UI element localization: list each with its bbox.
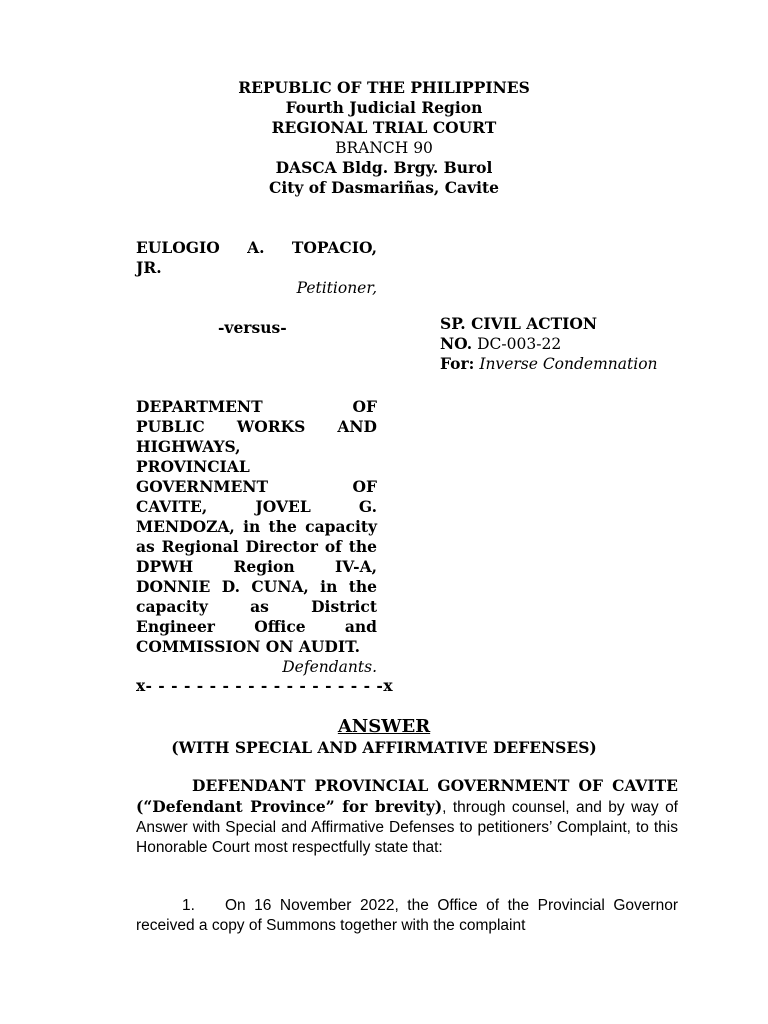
defendant-line: DPWH Region IV-A, bbox=[136, 557, 377, 576]
document-subtitle: (WITH SPECIAL AND AFFIRMATIVE DEFENSES) bbox=[171, 738, 597, 757]
paragraph-1-text: On 16 November 2022, the Office of the Provincial Governor received a copy of Summons together with the complaint bbox=[136, 897, 678, 934]
defendant-line: Engineer Office and bbox=[136, 617, 377, 636]
defendants-role: Defendants. bbox=[282, 658, 377, 676]
petitioner-block bbox=[136, 238, 377, 298]
defendant-line: as Regional Director of the bbox=[136, 537, 377, 556]
petitioner-name-line1: EULOGIO A. TOPACIO, bbox=[136, 238, 377, 257]
defendant-line: PUBLIC WORKS AND bbox=[136, 417, 377, 436]
intro-paragraph bbox=[136, 776, 678, 858]
defendant-line: capacity as District bbox=[136, 597, 377, 616]
intro-rest: , through counsel, and by way of Answer with Special and Affirmative Defenses to petitioners’ Complaint, to this Honorable Court most respectfully state that: bbox=[136, 799, 678, 856]
paragraph-1-number: 1. bbox=[182, 897, 195, 914]
defendant-line: HIGHWAYS, bbox=[136, 437, 241, 456]
defendant-line: PROVINCIAL bbox=[136, 457, 250, 476]
defendants-block bbox=[136, 397, 377, 677]
defendant-line: DEPARTMENT OF bbox=[136, 397, 377, 416]
defendant-line: GOVERNMENT OF bbox=[136, 477, 377, 496]
document-title: ANSWER bbox=[337, 716, 431, 737]
case-for: For: Inverse Condemnation bbox=[440, 354, 658, 373]
intro-lead: DEFENDANT PROVINCIAL GOVERNMENT OF CAVITE (“Defendant Province” for brevity) bbox=[136, 776, 678, 816]
header-court: REGIONAL TRIAL COURT bbox=[271, 118, 497, 137]
case-block bbox=[440, 314, 658, 374]
header-branch: BRANCH 90 bbox=[335, 139, 433, 157]
header-region: Fourth Judicial Region bbox=[285, 98, 483, 117]
petitioner-name-line2: JR. bbox=[136, 258, 162, 277]
case-type: SP. CIVIL ACTION bbox=[440, 314, 598, 333]
header-republic: REPUBLIC OF THE PHILIPPINES bbox=[238, 78, 530, 97]
paragraph-1 bbox=[136, 896, 678, 936]
case-number: NO. DC-003-22 bbox=[440, 334, 562, 353]
defendant-line: CAVITE, JOVEL G. bbox=[136, 497, 377, 516]
header-address: DASCA Bldg. Brgy. Burol bbox=[275, 158, 493, 177]
petitioner-role: Petitioner, bbox=[296, 279, 377, 297]
defendant-line: COMMISSION ON AUDIT. bbox=[136, 637, 361, 656]
header-city: City of Dasmariñas, Cavite bbox=[268, 178, 500, 197]
defendant-line: MENDOZA, in the capacity bbox=[136, 517, 377, 536]
versus-label: -versus- bbox=[218, 318, 287, 337]
defendant-line: DONNIE D. CUNA, in the bbox=[136, 577, 377, 596]
caption-separator: x- - - - - - - - - - - - - - - - - - -x bbox=[136, 676, 394, 695]
court-header bbox=[0, 78, 768, 198]
